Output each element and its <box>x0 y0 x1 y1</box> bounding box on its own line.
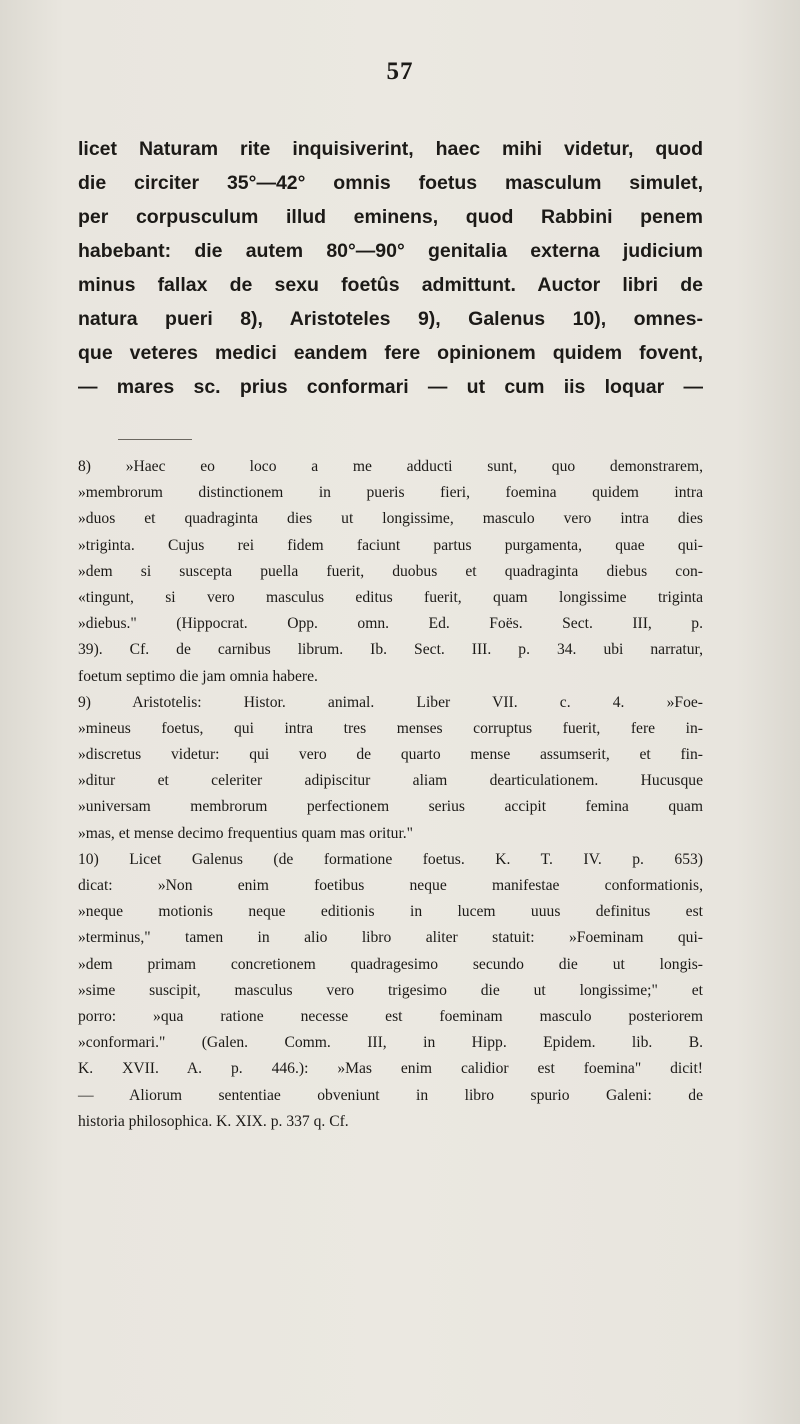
main-text-line: licet Naturam rite inquisiverint, haec mihi videtur, quod <box>78 138 703 160</box>
footnote-line: — Aliorum sententiae obveniunt in libro spurio Galeni: de <box>78 1086 703 1104</box>
footnote-separator <box>118 439 192 440</box>
footnote-line: »dem si suscepta puella fuerit, duobus et quadraginta diebus con- <box>78 562 703 580</box>
footnote-line: historia philosophica. K. XIX. p. 337 q. Cf. <box>78 1112 349 1130</box>
footnote-line: porro: »qua ratione necesse est foeminam masculo posteriorem <box>78 1007 703 1025</box>
footnote-line: 8) »Haec eo loco a me adducti sunt, quo demonstrarem, <box>78 458 703 475</box>
footnote-line: »discretus videtur: qui vero de quarto mense assumserit, et fin- <box>78 746 703 764</box>
footnote-line: dicat: »Non enim foetibus neque manifestae conformationis, <box>78 877 703 894</box>
footnote-line: »mineus foetus, qui intra tres menses corruptus fuerit, fere in- <box>78 719 703 737</box>
main-text-line: per corpusculum illud eminens, quod Rabbini penem <box>78 206 703 228</box>
footnote-line: »neque motionis neque editionis in lucem uuus definitus est <box>78 903 703 921</box>
main-text-line: natura pueri 8), Aristoteles 9), Galenus 10), omnes- <box>78 308 703 330</box>
footnote-line: 10) Licet Galenus (de formatione foetus. K. T. IV. p. 653) <box>78 850 703 868</box>
footnote-line: »sime suscipit, masculus vero trigesimo die ut longissime;" et <box>78 981 703 999</box>
footnote-line: foetum septimo die jam omnia habere. <box>78 667 318 685</box>
footnote-line: »mas, et mense decimo frequentius quam mas oritur." <box>78 824 414 842</box>
main-text-line: minus fallax de sexu foetûs admittunt. Auctor libri de <box>78 274 703 296</box>
footnote-line: 39). Cf. de carnibus librum. Ib. Sect. III. p. 34. ubi narratur, <box>78 641 703 659</box>
footnote-line: »duos et quadraginta dies ut longissime, masculo vero intra dies <box>78 510 703 528</box>
footnote-line: »terminus," tamen in alio libro aliter statuit: »Foeminam qui- <box>78 929 703 947</box>
footnote-line: »diebus." (Hippocrat. Opp. omn. Ed. Foës. Sect. III, p. <box>78 615 703 633</box>
footnote-line: »ditur et celeriter adipiscitur aliam dearticulationem. Hucusque <box>78 772 703 790</box>
footnote-line: »membrorum distinctionem in pueris fieri, foemina quidem intra <box>78 484 703 502</box>
main-text-line: que veteres medici eandem fere opinionem quidem fovent, <box>78 342 703 364</box>
footnote-line: »triginta. Cujus rei fidem faciunt partus purgamenta, quae qui- <box>78 536 703 554</box>
footnote-line: »universam membrorum perfectionem serius accipit femina quam <box>78 798 703 816</box>
footnotes <box>78 454 703 1135</box>
main-text-line: habebant: die autem 80°—90° genitalia externa judicium <box>78 240 703 262</box>
footnote-line: »dem primam concretionem quadragesimo secundo die ut longis- <box>78 955 703 973</box>
footnote-line: «tingunt, si vero masculus editus fuerit, quam longissime triginta <box>78 588 703 606</box>
footnote-line: 9) Aristotelis: Histor. animal. Liber VII. c. 4. »Foe- <box>78 693 703 711</box>
page-number: 57 <box>386 58 414 85</box>
footnote-line: »conformari." (Galen. Comm. III, in Hipp. Epidem. lib. B. <box>78 1034 703 1052</box>
main-text-line: — mares sc. prius conformari — ut cum iis loquar — <box>78 376 703 398</box>
footnote-line: K. XVII. A. p. 446.): »Mas enim calidior est foemina" dicit! <box>78 1060 703 1078</box>
main-text-line: die circiter 35°—42° omnis foetus masculum simulet, <box>78 172 703 194</box>
main-text <box>78 132 703 404</box>
